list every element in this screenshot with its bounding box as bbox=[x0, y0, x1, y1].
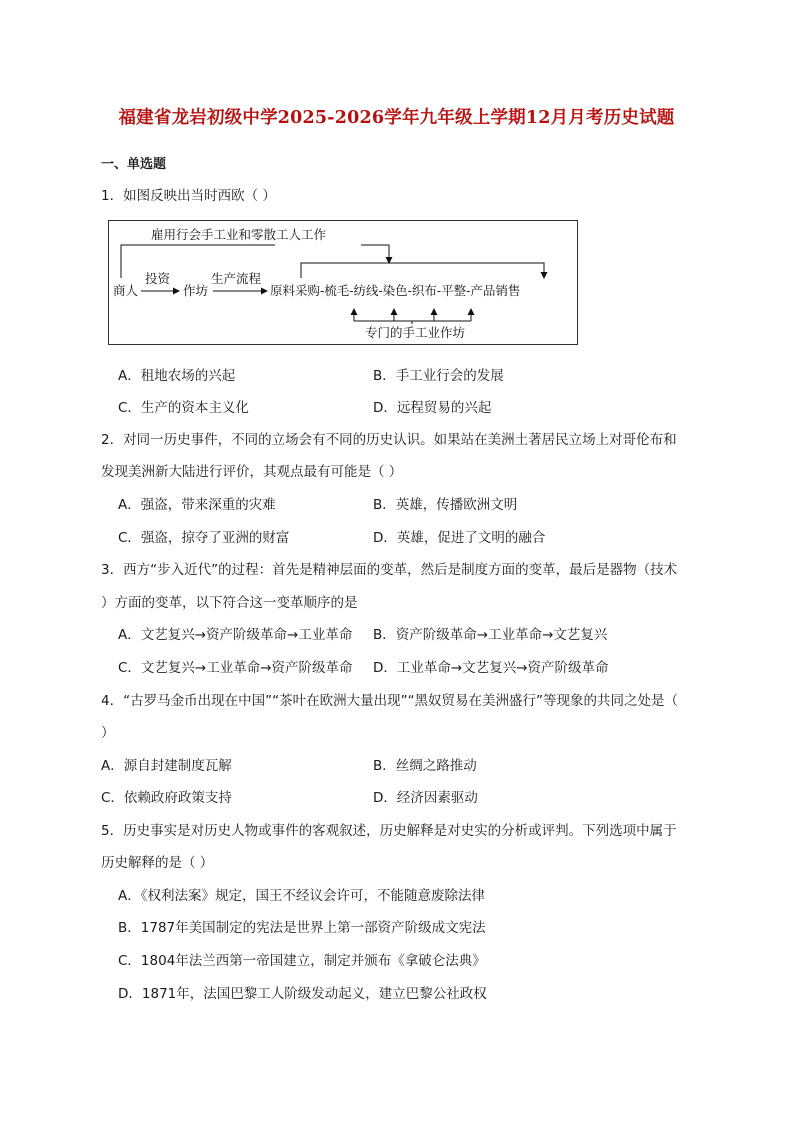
q3-option-c[interactable]: C．文艺复兴→工业革命→资产阶级革命 bbox=[118, 660, 353, 676]
q2-stem-line2: 发现美洲新大陆进行评价，其观点最有可能是（ ） bbox=[101, 464, 403, 480]
workshop-label: 作坊 bbox=[183, 283, 209, 298]
q5-option-a[interactable]: A．《权利法案》规定，国王不经议会许可，不能随意废除法律 bbox=[118, 888, 485, 904]
exam-title: 福建省龙岩初级中学2025-2026学年九年级上学期12月月考历史试题 bbox=[118, 108, 675, 128]
q1-option-c[interactable]: C．生产的资本主义化 bbox=[118, 400, 249, 416]
q2-option-c[interactable]: C．强盗，掠夺了亚洲的财富 bbox=[118, 530, 290, 546]
q1-option-d[interactable]: D．远程贸易的兴起 bbox=[373, 400, 492, 416]
q2-option-d[interactable]: D．英雄，促进了文明的融合 bbox=[373, 530, 546, 546]
invest-label: 投资 bbox=[145, 271, 171, 286]
q5-stem-line1: 5．历史事实是对历史人物或事件的客观叙述，历史解释是对史实的分析或评判。下列选项中属于 bbox=[101, 823, 677, 839]
q1-option-b[interactable]: B．手工业行会的发展 bbox=[373, 368, 504, 384]
top-line-right-arrow bbox=[361, 245, 389, 263]
q3-option-d[interactable]: D．工业革命→文艺复兴→资产阶级革命 bbox=[373, 660, 609, 676]
q3-option-b[interactable]: B．资产阶级革命→工业革命→文艺复兴 bbox=[373, 627, 608, 643]
q5-option-d[interactable]: D．1871年，法国巴黎工人阶级发动起义，建立巴黎公社政权 bbox=[118, 986, 487, 1002]
top-label: 雇用行会手工业和零散工人工作 bbox=[151, 227, 327, 242]
q4-option-b[interactable]: B．丝绸之路推动 bbox=[373, 758, 477, 774]
process-label: 生产流程 bbox=[211, 271, 262, 286]
sales-arrow bbox=[301, 263, 544, 278]
q3-stem-line1: 3．西方“步入近代”的过程：首先是精神层面的变革，然后是制度方面的变革，最后是器物（技术 bbox=[101, 562, 678, 578]
section-heading: 一、单选题 bbox=[101, 157, 167, 172]
q5-stem-line2: 历史解释的是（ ） bbox=[101, 855, 214, 871]
q1-stem: 1．如图反映出当时西欧（ ） bbox=[101, 188, 276, 204]
q4-option-d[interactable]: D．经济因素驱动 bbox=[373, 790, 478, 806]
flow-diagram bbox=[108, 220, 578, 345]
q2-option-a[interactable]: A．强盗，带来深重的灾难 bbox=[118, 497, 276, 513]
q2-option-b[interactable]: B．英雄，传播欧洲文明 bbox=[373, 497, 518, 513]
q4-option-c[interactable]: C．依赖政府政策支持 bbox=[101, 790, 232, 806]
q3-stem-line2: ）方面的变革，以下符合这一变革顺序的是 bbox=[101, 595, 358, 611]
q1-option-a[interactable]: A．租地农场的兴起 bbox=[118, 368, 236, 384]
q4-option-a[interactable]: A．源自封建制度瓦解 bbox=[101, 758, 232, 774]
q5-option-b[interactable]: B．1787年美国制定的宪法是世界上第一部资产阶级成文宪法 bbox=[118, 920, 486, 936]
q3-option-a[interactable]: A．文艺复兴→资产阶级革命→工业革命 bbox=[118, 627, 353, 643]
merchant-label: 商人 bbox=[113, 283, 139, 298]
q2-stem-line1: 2．对同一历史事件，不同的立场会有不同的历史认识。如果站在美洲土著居民立场上对哥伦布和 bbox=[101, 432, 677, 448]
q5-option-c[interactable]: C．1804年法兰西第一帝国建立，制定并颁布《拿破仑法典》 bbox=[118, 953, 486, 969]
q4-stem-line2: ） bbox=[101, 725, 115, 741]
chain-label: 原料采购-梳毛-纺线-染色-织布-平整-产品销售 bbox=[270, 283, 521, 298]
bottom-label: 专门的手工业作坊 bbox=[365, 325, 466, 340]
q4-stem-line1: 4．“古罗马金币出现在中国”“茶叶在欧洲大量出现”“黑奴贸易在美洲盛行”等现象的共同之处是（ bbox=[101, 693, 679, 709]
flow-diagram-svg bbox=[109, 221, 577, 344]
